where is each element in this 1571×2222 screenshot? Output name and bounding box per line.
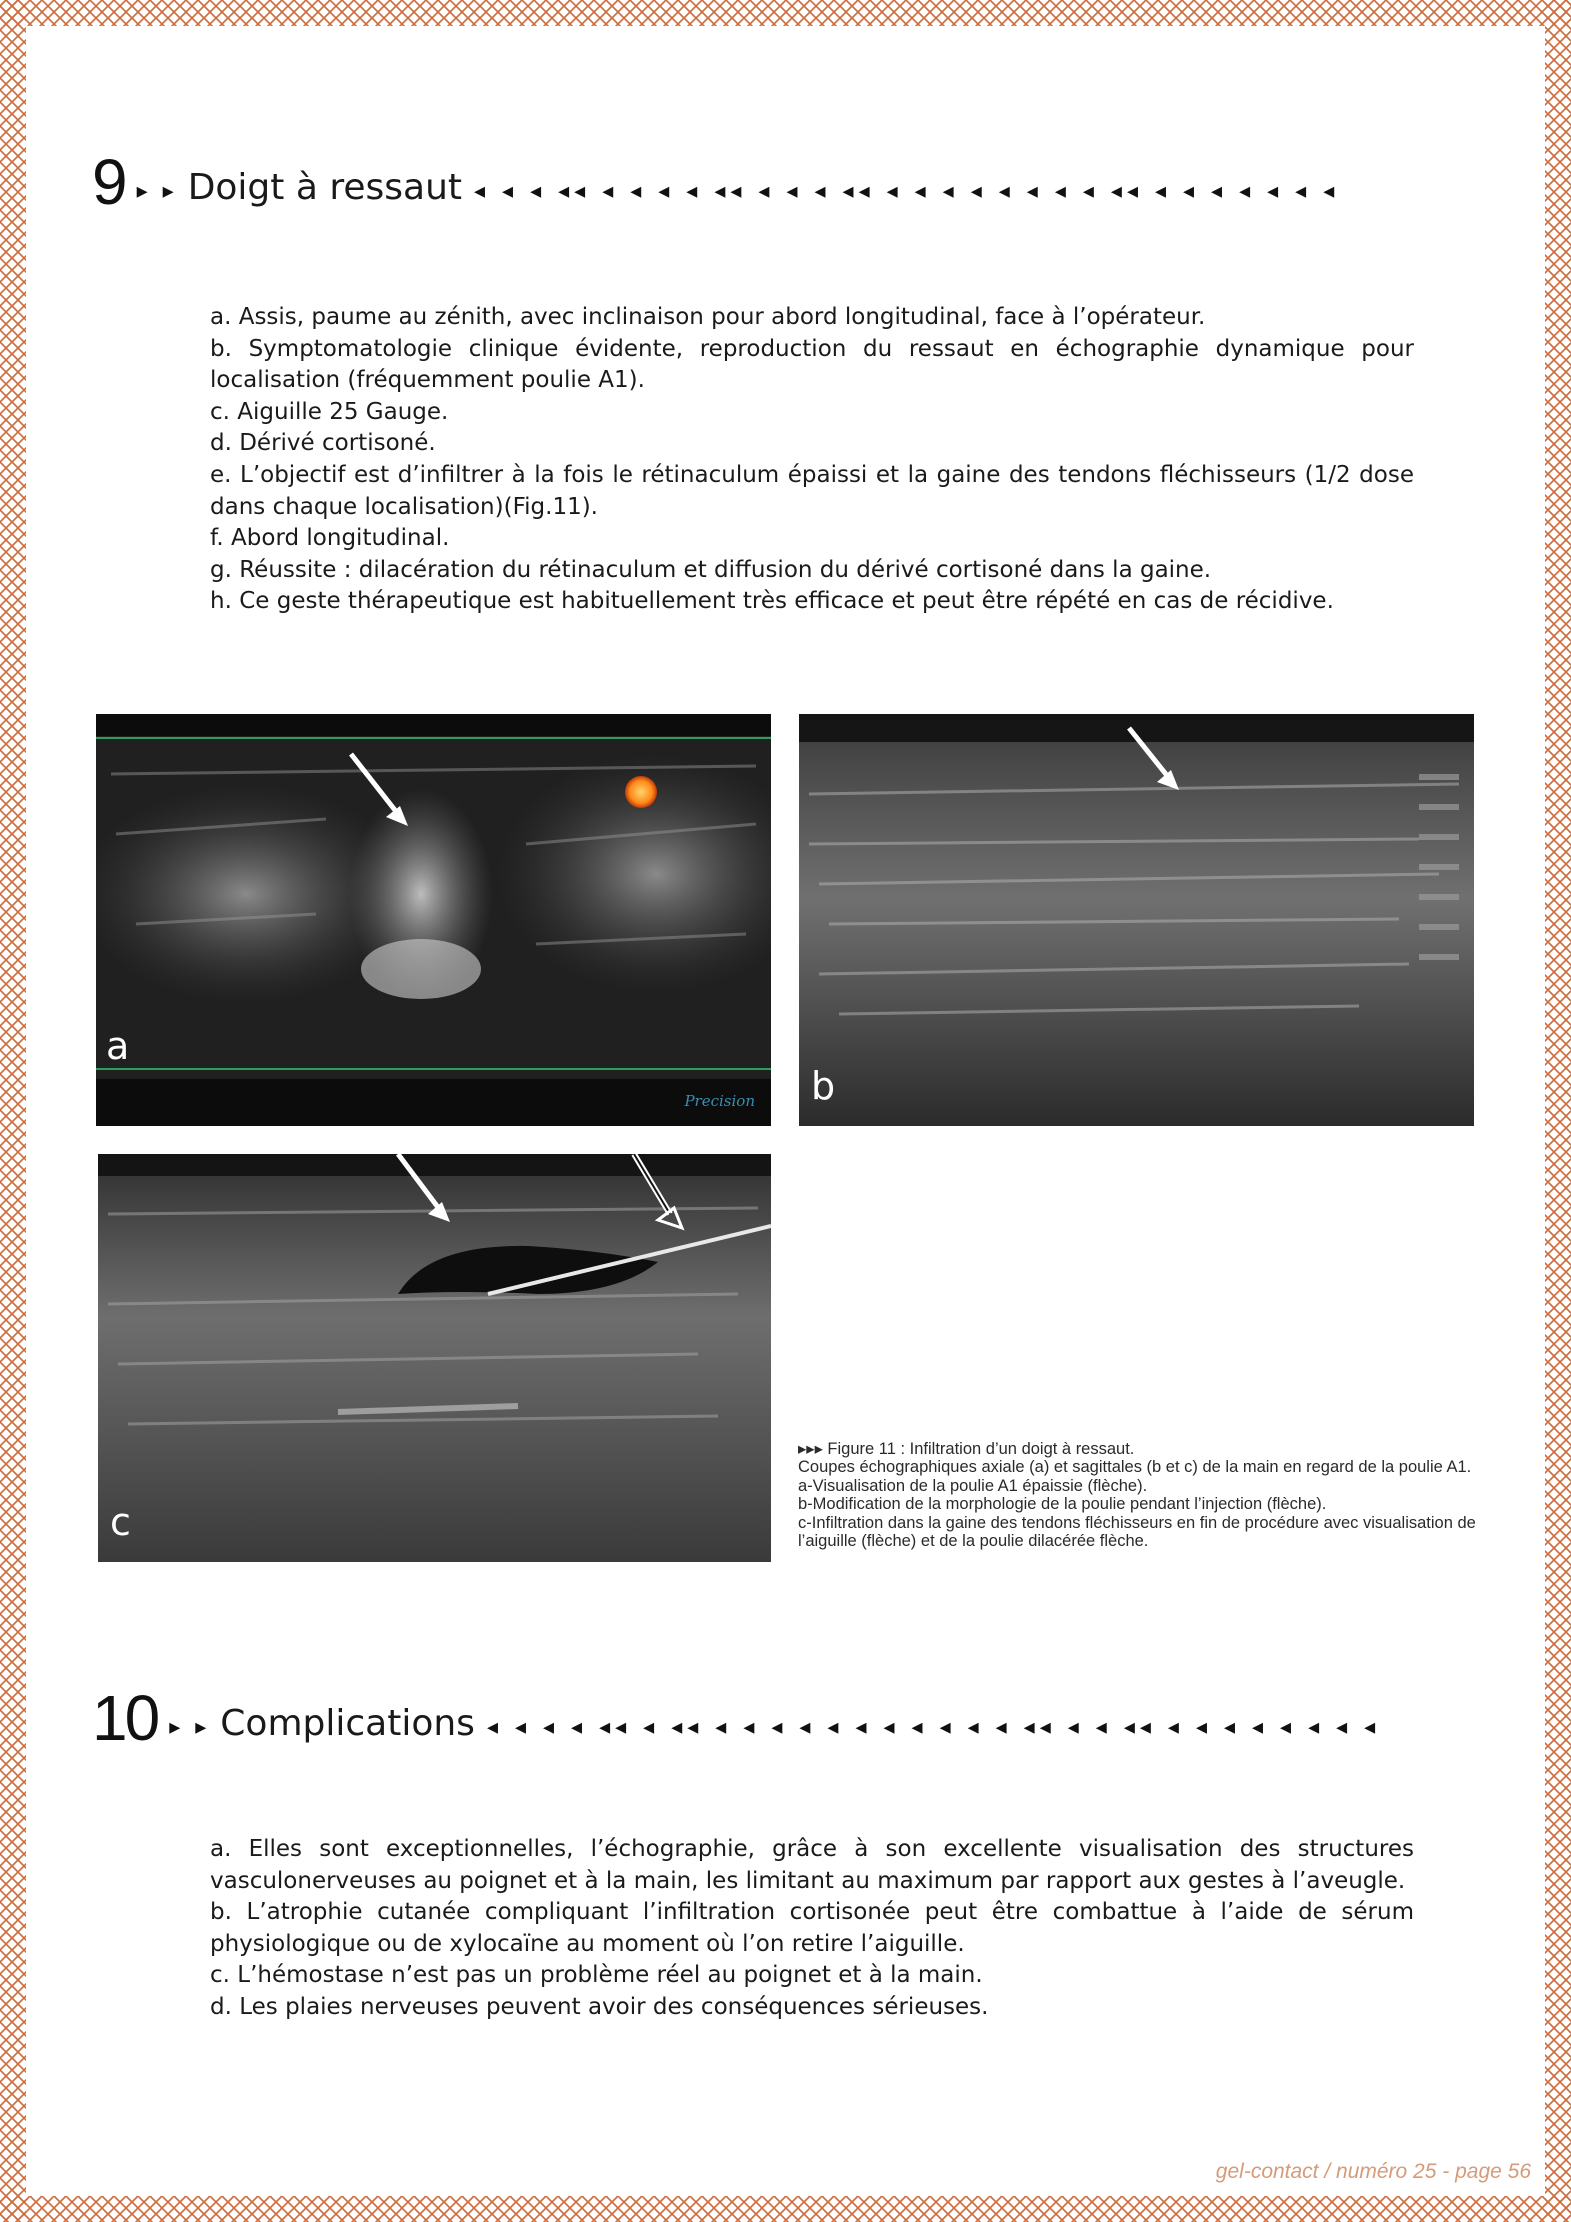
section-10-body	[210, 1834, 1414, 2024]
list-item: c. L’hémostase n’est pas un problème réel au poignet et à la main.	[210, 1962, 983, 1989]
trail-arrows: ◂ ◂ ◂ ◂ ◂◂ ◂ ◂◂ ◂ ◂ ◂ ◂ ◂ ◂ ◂ ◂ ◂ ◂ ◂ ◂◂ ◂ ◂ ◂◂ ◂ ◂ ◂ ◂ ◂ ◂ ◂ ◂	[486, 1715, 1381, 1740]
ultrasound-panel-a	[96, 714, 771, 1126]
list-item: b. L’atrophie cutanée compliquant l’infiltration cortisonée peut être combattue à l’aide de sérum physiologique ou de xylocaïne au moment où l’on retire l’aiguille.	[210, 1899, 1414, 1957]
list-item: d. Les plaies nerveuses peuvent avoir des conséquences sérieuses.	[210, 1993, 989, 2020]
section-9-heading	[92, 146, 1340, 218]
ultrasound-panel-b	[799, 714, 1474, 1126]
device-logo: Precision	[684, 1092, 755, 1110]
list-item: g. Réussite : dilacération du rétinaculum et diffusion du dérivé cortisoné dans la gaine.	[210, 556, 1212, 583]
panel-label-c: c	[110, 1500, 131, 1544]
caption-line: Coupes échographiques axiale (a) et sagittales (b et c) de la main en regard de la poulie A1.	[798, 1458, 1472, 1477]
list-item: d. Dérivé cortisoné.	[210, 430, 436, 457]
list-item: a. Elles sont exceptionnelles, l’échographie, grâce à son excellente visualisation des structures vasculonerveuses au poignet et à la main, les limitant au maximum par rapport aux gestes à l’aveugle.	[210, 1836, 1414, 1894]
lead-arrows: ▸ ▸	[136, 179, 178, 204]
figure-caption	[798, 1440, 1478, 1550]
section-number: 9	[92, 146, 125, 218]
list-item: b. Symptomatologie clinique évidente, reproduction du ressaut en échographie dynamique pour localisation (fréquemment poulie A1).	[210, 335, 1414, 394]
section-title: Doigt à ressaut	[187, 167, 463, 208]
list-item: e. L’objectif est d’infiltrer à la fois le rétinaculum épaissi et la gaine des tendons fléchisseurs (1/2 dose dans chaque localisation)(Fig.11).	[210, 461, 1414, 520]
list-item: a. Assis, paume au zénith, avec inclinaison pour abord longitudinal, face à l’opérateur.	[210, 304, 1206, 330]
section-10-heading	[92, 1682, 1381, 1754]
caption-line: c-Infiltration dans la gaine des tendons fléchisseurs en fin de procédure avec visualisation de l’aiguille (flèche) et de la poulie dilacérée flèche.	[798, 1513, 1476, 1551]
lead-arrows: ▸ ▸	[169, 1715, 211, 1740]
caption-title: ▸▸▸ Figure 11 : Infiltration d’un doigt à ressaut.	[798, 1440, 1135, 1458]
section-9-body	[210, 302, 1414, 618]
ultrasound-image-b	[799, 714, 1474, 1126]
caption-line: b-Modification de la morphologie de la poulie pendant l’injection (flèche).	[798, 1495, 1327, 1514]
caption-line: a-Visualisation de la poulie A1 épaissie (flèche).	[798, 1476, 1148, 1495]
page-footer: gel-contact / numéro 25 - page 56	[1215, 2160, 1531, 2183]
section-title: Complications	[220, 1703, 475, 1744]
panel-label-a: a	[106, 1024, 130, 1068]
list-item: f. Abord longitudinal.	[210, 525, 450, 552]
ultrasound-panel-c	[98, 1154, 771, 1562]
ultrasound-image-a	[96, 714, 771, 1126]
panel-label-b: b	[811, 1064, 836, 1108]
ultrasound-image-c	[98, 1154, 771, 1562]
list-item: h. Ce geste thérapeutique est habituellement très efficace et peut être répété en cas de récidive.	[210, 588, 1334, 615]
trail-arrows: ◂ ◂ ◂ ◂◂ ◂ ◂ ◂ ◂ ◂◂ ◂ ◂ ◂ ◂◂ ◂ ◂ ◂ ◂ ◂ ◂ ◂ ◂ ◂◂ ◂ ◂ ◂ ◂ ◂ ◂ ◂	[474, 179, 1340, 204]
list-item: c. Aiguille 25 Gauge.	[210, 398, 449, 425]
section-number: 10	[92, 1682, 158, 1754]
